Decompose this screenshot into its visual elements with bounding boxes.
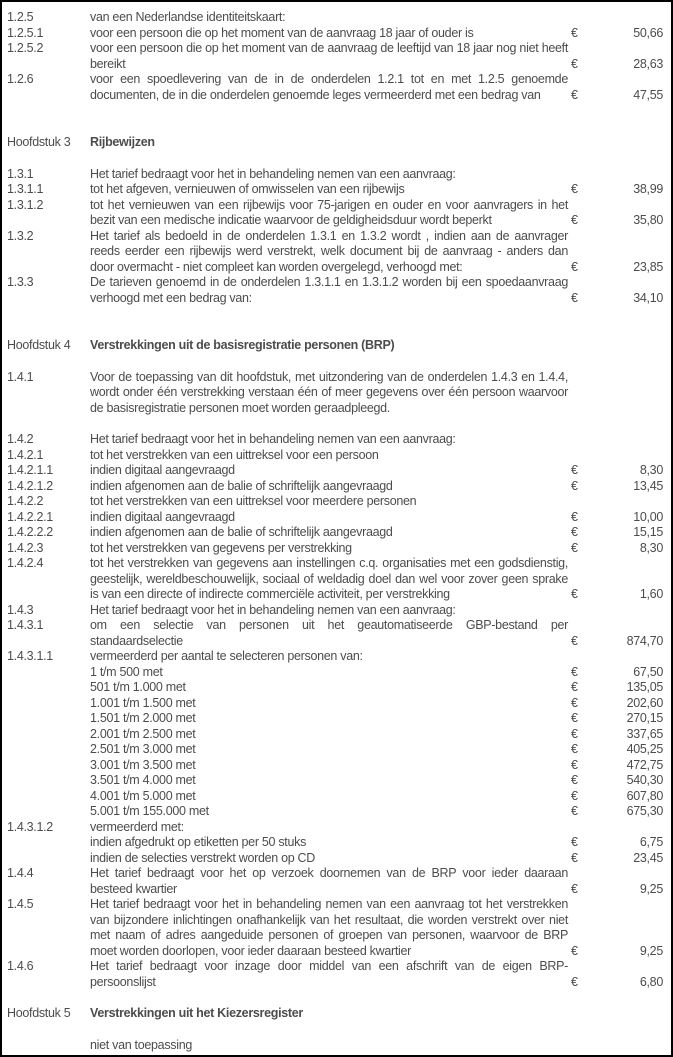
- euro-sign: €: [571, 259, 578, 274]
- article-number: 1.4.5: [7, 897, 34, 911]
- article-number: 1.3.3: [7, 275, 34, 289]
- table-row: [7, 820, 663, 836]
- row-description: De tarieven genoemd in de onderdelen 1.3.1.1 en 1.3.1.2 worden bij een spoedaanvraag verhoogd met een bedrag van:: [90, 275, 568, 305]
- table-row: [7, 72, 663, 103]
- row-amount: 23,85: [633, 259, 663, 274]
- row-description: tot het verstrekken van gegevens aan instellingen c.q. organisaties met een godsdienstig, geestelijk, wereldbeschouwelijk, sociaal of weldadig doel dan wel voor zover geen sprake is van een directe of indirecte commerciële activiteit, per verstrekking: [90, 556, 568, 601]
- row-amount: [601, 603, 663, 619]
- euro-sign: [568, 167, 601, 183]
- table-row: [7, 789, 663, 805]
- row-amount: [601, 448, 663, 464]
- table-row: [7, 866, 663, 897]
- article-number: [7, 742, 90, 758]
- euro-sign: €: [571, 943, 578, 958]
- euro-sign: [568, 1038, 601, 1054]
- euro-sign: [568, 1006, 601, 1022]
- row-description: Het tarief als bedoeld in de onderdelen 1.3.1 en 1.3.2 wordt , indien aan de aanvrager reeds eerder een rijbewijs werd verstrekt, welk document bij de aanvraag - anders dan door overmacht - niet compleet kan worden overgelegd, verhoogd met:: [90, 228, 568, 274]
- row-description: indien afgedrukt op etiketten per 50 stuks: [90, 835, 307, 849]
- row-amount: [601, 10, 663, 26]
- row-amount: [601, 494, 663, 510]
- row-description: tot het verstrekken van een uittreksel voor meerdere personen: [90, 494, 417, 508]
- table-row: [7, 758, 663, 774]
- euro-sign: €: [571, 711, 578, 725]
- table-row: [7, 959, 663, 990]
- article-number: 1.4.2.3: [7, 540, 44, 555]
- row-amount: 675,30: [626, 804, 663, 818]
- article-number: 1.4.2.1.2: [7, 478, 53, 493]
- row-description: voor een persoon die op het moment van de aanvraag de leeftijd van 18 jaar nog niet heeft bereikt: [90, 41, 568, 71]
- table-row: [7, 370, 663, 417]
- table-row: [7, 649, 663, 665]
- row-description: 3.001 t/m 3.500 met: [90, 757, 196, 772]
- table-row: [7, 167, 663, 183]
- row-amount: [601, 135, 663, 151]
- euro-sign: €: [571, 757, 578, 772]
- article-number: [7, 804, 90, 820]
- euro-sign: €: [571, 509, 578, 524]
- row-description: tot het verstrekken van gegevens per verstrekking: [90, 540, 352, 555]
- article-number: 1.2.5.2: [7, 41, 44, 55]
- article-number: [7, 696, 90, 712]
- euro-sign: €: [571, 974, 578, 989]
- euro-sign: €: [571, 633, 578, 648]
- row-description: 2.501 t/m 3.000 met: [90, 742, 196, 756]
- euro-sign: €: [571, 463, 578, 477]
- table-row: [7, 26, 663, 42]
- euro-sign: [568, 10, 601, 26]
- article-number: 1.4.2.4: [7, 556, 44, 570]
- row-description: indien digitaal aangevraagd: [90, 509, 235, 524]
- row-description: 1.001 t/m 1.500 met: [90, 695, 196, 710]
- row-amount: [601, 649, 663, 665]
- chapter-heading: [7, 135, 663, 151]
- row-description: vermeerderd met:: [90, 819, 184, 834]
- table-row: [7, 1038, 663, 1054]
- table-row: [7, 556, 663, 603]
- euro-sign: €: [571, 881, 578, 896]
- article-number: 1.4.2.1: [7, 447, 44, 462]
- row-amount: 23,45: [633, 850, 663, 865]
- row-description: indien afgenomen aan de balie of schriftelijk aangevraagd: [90, 525, 393, 539]
- table-row: [7, 804, 663, 820]
- euro-sign: [568, 448, 601, 464]
- article-number: [7, 727, 90, 743]
- euro-sign: €: [571, 773, 578, 787]
- article-number: [7, 665, 90, 681]
- euro-sign: €: [571, 788, 578, 803]
- row-description: 501 t/m 1.000 met: [90, 680, 186, 694]
- article-number: 1.2.5: [7, 10, 34, 24]
- row-description: Rijbewijzen: [90, 135, 155, 149]
- row-amount: 6,75: [639, 835, 663, 849]
- row-description: 3.501 t/m 4.000 met: [90, 773, 196, 787]
- row-amount: 9,25: [639, 943, 663, 958]
- euro-sign: [568, 820, 601, 836]
- row-description: 2.001 t/m 2.500 met: [90, 726, 196, 741]
- euro-sign: €: [571, 664, 578, 679]
- article-number: [7, 711, 90, 727]
- row-amount: 50,66: [633, 25, 663, 40]
- row-description: Verstrekkingen uit de basisregistratie personen (BRP): [90, 338, 395, 352]
- row-amount: 874,70: [626, 633, 663, 648]
- table-row: [7, 41, 663, 72]
- euro-sign: €: [571, 25, 578, 40]
- article-number: 1.2.6: [7, 72, 34, 86]
- euro-sign: [568, 649, 601, 665]
- row-amount: [601, 432, 663, 448]
- table-row: [7, 897, 663, 959]
- table-row: [7, 432, 663, 448]
- article-number: 1.4.1: [7, 369, 34, 384]
- article-number: [7, 835, 90, 851]
- row-description: Verstrekkingen uit het Kiezersregister: [90, 1006, 303, 1020]
- row-description: Het tarief bedraagt voor het in behandeling nemen van een aanvraag:: [90, 602, 456, 617]
- euro-sign: €: [571, 835, 578, 849]
- row-description: voor een spoedlevering van de in de onderdelen 1.2.1 tot en met 1.2.5 genoemde documenten, de in die onderdelen genoemde leges vermeerderd met een bedrag van: [90, 72, 568, 102]
- table-row: [7, 851, 663, 867]
- euro-sign: €: [571, 290, 578, 305]
- row-amount: 34,10: [633, 290, 663, 305]
- table-row: [7, 510, 663, 526]
- table-row: [7, 479, 663, 495]
- row-amount: 202,60: [626, 695, 663, 710]
- article-number: 1.4.3.1.2: [7, 819, 53, 834]
- article-number: Hoofdstuk 3: [7, 135, 71, 149]
- article-number: 1.4.3.1: [7, 618, 44, 632]
- article-number: [7, 851, 90, 867]
- euro-sign: €: [571, 804, 578, 818]
- row-description: Het tarief bedraagt voor het in behandeling nemen van een aanvraag tot het verstrekken van bijzondere inlichtingen onafhankelijk van het resultaat, die worden verstrekt over niet met naam of adres aangeduide personen of groepen van personen, waarvoor de BRP moet worden doorlopen, voor ieder daaraan besteed kwartier: [90, 897, 568, 958]
- row-description: indien digitaal aangevraagd: [90, 463, 235, 477]
- article-number: 1.4.6: [7, 959, 34, 973]
- row-description: van een Nederlandse identiteitskaart:: [90, 10, 286, 24]
- table-row: [7, 198, 663, 229]
- row-amount: [601, 338, 663, 354]
- article-number: 1.4.2.2.2: [7, 525, 53, 539]
- article-number: 1.3.2: [7, 228, 34, 243]
- row-description: indien de selecties verstrekt worden op CD: [90, 850, 316, 865]
- euro-sign: €: [571, 540, 578, 555]
- table-row: [7, 665, 663, 681]
- table-row: [7, 711, 663, 727]
- chapter-heading: [7, 1006, 663, 1022]
- euro-sign: [568, 338, 601, 354]
- article-number: 1.3.1: [7, 166, 34, 181]
- table-row: [7, 448, 663, 464]
- euro-sign: €: [571, 850, 578, 865]
- euro-sign: €: [571, 182, 578, 196]
- row-amount: 15,15: [633, 525, 663, 539]
- article-number: 1.4.3.1.1: [7, 649, 53, 663]
- row-description: niet van toepassing: [90, 1037, 193, 1052]
- row-amount: 405,25: [626, 742, 663, 756]
- table-row: [7, 696, 663, 712]
- article-number: Hoofdstuk 5: [7, 1006, 71, 1020]
- row-amount: 607,80: [626, 788, 663, 803]
- row-description: Het tarief bedraagt voor het in behandeling nemen van een aanvraag:: [90, 166, 456, 181]
- row-amount: 13,45: [633, 478, 663, 493]
- row-description: tot het vernieuwen van een rijbewijs voor 75-jarigen en ouder en voor aanvragers in het bezit van een medische indicatie waarvoor de geldigheidsduur wordt beperkt: [90, 197, 568, 227]
- euro-sign: €: [571, 525, 578, 539]
- euro-sign: €: [571, 87, 578, 102]
- row-amount: 135,05: [626, 680, 663, 694]
- row-description: 1 t/m 500 met: [90, 664, 163, 679]
- article-number: 1.3.1.2: [7, 197, 44, 212]
- row-amount: 10,00: [633, 509, 663, 524]
- article-number: 1.4.4: [7, 866, 34, 880]
- table-row: [7, 494, 663, 510]
- euro-sign: [568, 432, 601, 448]
- row-description: Het tarief bedraagt voor inzage door middel van een afschrift van de eigen BRP-persoonslijst: [90, 959, 568, 989]
- euro-sign: €: [571, 695, 578, 710]
- row-amount: 1,60: [639, 587, 663, 601]
- row-amount: [601, 370, 663, 417]
- row-amount: 38,99: [633, 182, 663, 196]
- euro-sign: €: [571, 587, 578, 601]
- table-row: [7, 463, 663, 479]
- euro-sign: €: [571, 56, 578, 71]
- row-description: tot het afgeven, vernieuwen of omwisselen van een rijbewijs: [90, 182, 405, 196]
- article-number: 1.4.2.2.1: [7, 509, 53, 524]
- row-description: tot het verstrekken van een uittreksel voor een persoon: [90, 447, 379, 462]
- article-number: Hoofdstuk 4: [7, 338, 71, 352]
- euro-sign: [568, 494, 601, 510]
- row-amount: 6,80: [639, 974, 663, 989]
- row-description: Het tarief bedraagt voor het op verzoek doornemen van de BRP voor ieder daaraan besteed kwartier: [90, 866, 568, 896]
- row-amount: 47,55: [633, 87, 663, 102]
- article-number: [7, 1038, 90, 1054]
- euro-sign: €: [571, 478, 578, 493]
- table-row: [7, 182, 663, 198]
- row-amount: 8,30: [639, 540, 663, 555]
- row-description: voor een persoon die op het moment van de aanvraag 18 jaar of ouder is: [90, 25, 474, 40]
- euro-sign: [568, 135, 601, 151]
- euro-sign: €: [571, 742, 578, 756]
- euro-sign: [568, 370, 601, 417]
- row-amount: 540,30: [626, 773, 663, 787]
- article-number: 1.3.1.1: [7, 182, 44, 196]
- chapter-heading: [7, 338, 663, 354]
- article-number: 1.4.2.1.1: [7, 463, 53, 477]
- row-description: vermeerderd per aantal te selecteren personen van:: [90, 649, 363, 663]
- row-description: 5.001 t/m 155.000 met: [90, 804, 209, 818]
- row-amount: [601, 1006, 663, 1022]
- row-description: Voor de toepassing van dit hoofdstuk, met uitzondering van de onderdelen 1.4.3 en 1.4.4, wordt onder één verstrekking verstaan één of meer gegevens over één persoon waarvoor de basisregistratie personen moet worden geraadpleegd.: [90, 369, 568, 415]
- table-row: [7, 541, 663, 557]
- table-row: [7, 603, 663, 619]
- table-row: [7, 618, 663, 649]
- row-amount: [601, 167, 663, 183]
- row-description: Het tarief bedraagt voor het in behandeling nemen van een aanvraag:: [90, 432, 456, 446]
- article-number: [7, 773, 90, 789]
- article-number: 1.4.2.2: [7, 494, 44, 508]
- euro-sign: [568, 603, 601, 619]
- row-amount: [601, 820, 663, 836]
- article-number: [7, 758, 90, 774]
- table-row: [7, 525, 663, 541]
- row-amount: 67,50: [633, 664, 663, 679]
- article-number: 1.4.3: [7, 602, 34, 617]
- row-description: 1.501 t/m 2.000 met: [90, 711, 196, 725]
- row-amount: 270,15: [626, 711, 663, 725]
- row-description: 4.001 t/m 5.000 met: [90, 788, 196, 803]
- fee-table: [7, 10, 663, 1053]
- article-number: 1.4.2: [7, 432, 34, 446]
- table-row: [7, 10, 663, 26]
- table-row: [7, 727, 663, 743]
- table-row: [7, 773, 663, 789]
- table-row: [7, 742, 663, 758]
- row-amount: 472,75: [626, 757, 663, 772]
- euro-sign: €: [571, 680, 578, 694]
- table-row: [7, 275, 663, 306]
- article-number: [7, 789, 90, 805]
- article-number: [7, 680, 90, 696]
- row-amount: [601, 1038, 663, 1054]
- row-description: indien afgenomen aan de balie of schriftelijk aangevraagd: [90, 478, 393, 493]
- table-row: [7, 229, 663, 276]
- table-row: [7, 680, 663, 696]
- row-amount: 337,65: [626, 726, 663, 741]
- row-amount: 28,63: [633, 56, 663, 71]
- row-description: om een selectie van personen uit het geautomatiseerde GBP-bestand per standaardselectie: [90, 618, 568, 648]
- euro-sign: €: [571, 213, 578, 227]
- row-amount: 35,80: [633, 213, 663, 227]
- row-amount: 9,25: [639, 881, 663, 896]
- euro-sign: €: [571, 726, 578, 741]
- article-number: 1.2.5.1: [7, 25, 44, 40]
- table-row: [7, 835, 663, 851]
- row-amount: 8,30: [639, 463, 663, 477]
